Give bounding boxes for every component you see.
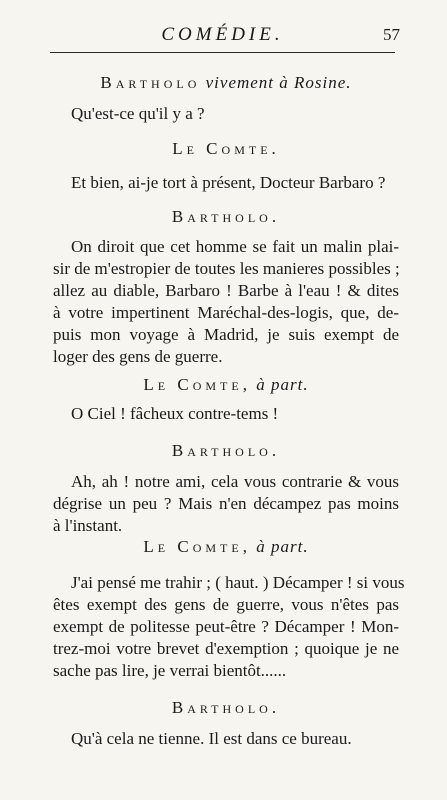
stage-direction: à part. (256, 375, 309, 394)
speaker-heading-bartholo (53, 440, 399, 462)
dialogue-line: dégrise un peu ? Mais n'en décampez pas moins (53, 494, 399, 513)
running-title: COMÉDIE. (161, 24, 284, 45)
speaker-name: Bartholo. (171, 698, 281, 717)
dialogue-line: On diroit que cet homme se fait un malin plai- (71, 237, 399, 256)
dialogue-line: puis mon voyage à Madrid, je suis exempt de (53, 325, 399, 344)
speaker-name: Bartholo. (171, 207, 281, 226)
dialogue-line: sir de m'estropier de toutes les manieres possibles ; (53, 259, 400, 278)
dialogue-line: allez au diable, Barbaro ! Barbe à l'eau ! & dites (53, 281, 399, 300)
dialogue-line: Ah, ah ! notre ami, cela vous contrarie & vous (71, 472, 399, 491)
stage-direction: vivement à Rosine. (205, 73, 352, 92)
speaker-heading-bartholo (53, 72, 399, 94)
dialogue-line: à l'instant. (53, 516, 123, 535)
speaker-heading-comte (53, 536, 399, 558)
dialogue-line: Qu'est-ce qu'il y a ? (71, 104, 205, 123)
speaker-name: Le Comte, (143, 375, 251, 394)
speaker-heading-bartholo (53, 206, 399, 228)
dialogue-line: O Ciel ! fâcheux contre-tems ! (71, 404, 279, 423)
speaker-name: Le Comte. (172, 139, 280, 158)
dialogue-line: sache pas lire, je verrai bientôt...... (53, 661, 287, 680)
speaker-name: Le Comte, (143, 537, 251, 556)
dialogue-line: Et bien, ai-je tort à présent, Docteur Barbaro ? (71, 173, 386, 192)
dialogue-line: à votre impertinent Maréchal-des-logis, que, de- (53, 303, 399, 322)
dialogue-line: exempt de politesse peut-être ? Décamper ! Mon- (53, 617, 399, 636)
dialogue-line: loger des gens de guerre. (53, 347, 223, 366)
speaker-name: Bartholo. (171, 441, 281, 460)
dialogue-line: J'ai pensé me trahir ; ( haut. ) Décamper ! si vous (71, 573, 405, 592)
dialogue-line: êtes exempt des gens de guerre, vous n'êtes pas (53, 595, 399, 614)
speaker-heading-comte (53, 138, 399, 160)
dialogue-line: trez-moi votre brevet d'exemption ; quoique je ne (53, 639, 399, 658)
page-number: 57 (383, 25, 400, 44)
speaker-heading-comte (53, 374, 399, 396)
speaker-name: Bartholo (100, 73, 201, 92)
header-rule (50, 52, 395, 53)
running-header (50, 22, 400, 52)
speaker-heading-bartholo (53, 697, 399, 719)
dialogue-line: Qu'à cela ne tienne. Il est dans ce bureau. (71, 729, 352, 748)
stage-direction: à part. (256, 537, 309, 556)
